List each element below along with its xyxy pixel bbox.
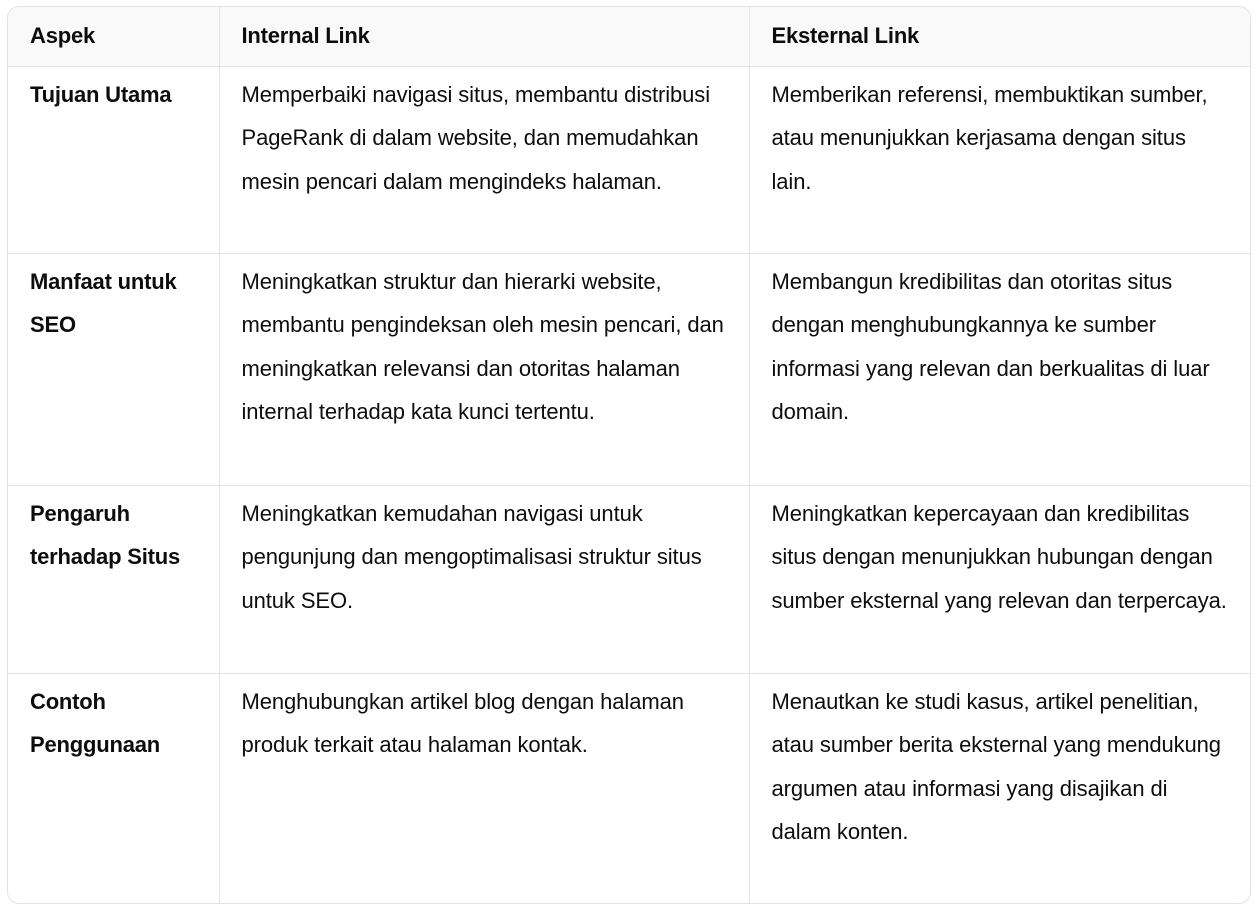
- table-row: [8, 66, 1250, 253]
- internal-link-cell: Meningkatkan struktur dan hierarki website, membantu pengindeksan oleh mesin pencari, dan meningkatkan relevansi dan otoritas halaman internal terhadap kata kunci tertentu.: [219, 253, 749, 485]
- external-link-cell: Menautkan ke studi kasus, artikel penelitian, atau sumber berita eksternal yang mendukung argumen atau informasi yang disajikan di dalam konten.: [771, 688, 1221, 844]
- header-row: [8, 7, 1250, 66]
- comparison-table: [8, 7, 1250, 903]
- header-eksternal-link: Eksternal Link: [749, 7, 1250, 66]
- internal-link-cell: Meningkatkan kemudahan navigasi untuk pengunjung dan mengoptimalisasi struktur situs untuk SEO.: [219, 485, 749, 673]
- external-link-cell: Meningkatkan kepercayaan dan kredibilitas situs dengan menunjukkan hubungan dengan sumber eksternal yang relevan dan terpercaya.: [749, 485, 1250, 673]
- header-internal-link: Internal Link: [219, 7, 749, 66]
- aspect-cell: Contoh Penggunaan: [8, 673, 219, 903]
- table-row: [8, 253, 1250, 485]
- internal-link-cell: Memperbaiki navigasi situs, membantu distribusi PageRank di dalam website, dan memudahkan mesin pencari dalam mengindeks halaman.: [219, 66, 749, 253]
- internal-link-cell: Menghubungkan artikel blog dengan halaman produk terkait atau halaman kontak.: [219, 673, 749, 903]
- table-row: [8, 673, 1250, 903]
- aspect-cell: Pengaruh terhadap Situs: [8, 485, 219, 673]
- external-link-cell: Membangun kredibilitas dan otoritas situs dengan menghubungkannya ke sumber informasi yang relevan dan berkualitas di luar domain.: [749, 253, 1250, 485]
- aspect-cell: Tujuan Utama: [8, 66, 219, 253]
- header-aspek: Aspek: [8, 7, 219, 66]
- table-body: [8, 66, 1250, 903]
- comparison-table-container: [7, 6, 1251, 904]
- table-row: [8, 485, 1250, 673]
- external-link-cell: Memberikan referensi, membuktikan sumber, atau menunjukkan kerjasama dengan situs lain.: [749, 66, 1250, 253]
- table-header: [8, 7, 1250, 66]
- aspect-cell: Manfaat untuk SEO: [8, 253, 219, 485]
